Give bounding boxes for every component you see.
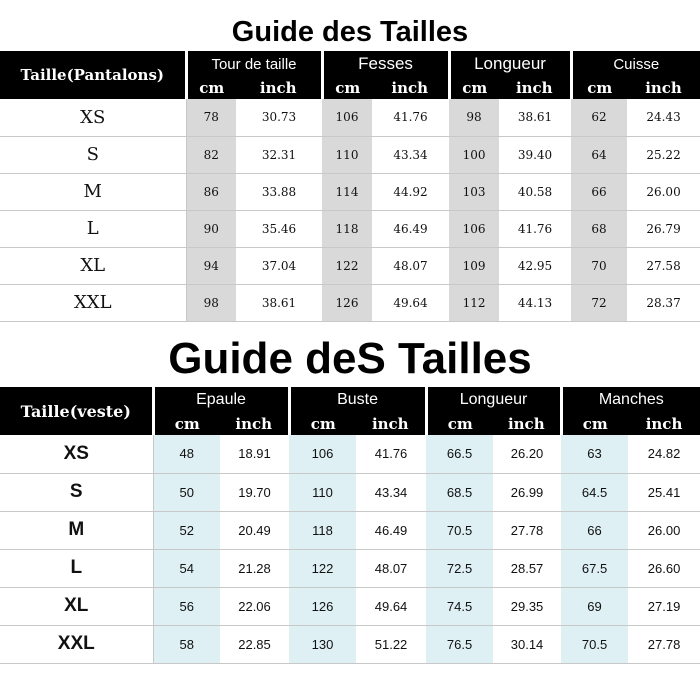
pants-inch-value: 30.73 xyxy=(236,99,322,136)
pants-table-row xyxy=(0,136,700,173)
unit-inch: inch xyxy=(356,413,426,435)
unit-cm: cm xyxy=(449,77,499,99)
jacket-group-chest: Buste xyxy=(289,387,426,413)
pants-cm-value: 72 xyxy=(571,284,627,321)
jacket-cm-value: 72.5 xyxy=(426,549,493,587)
jacket-cm-value: 56 xyxy=(153,587,220,625)
jacket-inch-value: 18.91 xyxy=(220,435,289,473)
pants-table-row xyxy=(0,99,700,136)
jacket-cm-value: 68.5 xyxy=(426,473,493,511)
pants-inch-value: 42.95 xyxy=(499,247,571,284)
pants-table-row xyxy=(0,210,700,247)
jacket-group-shoulder: Epaule xyxy=(153,387,289,413)
pants-inch-value: 32.31 xyxy=(236,136,322,173)
pants-size-label: S xyxy=(0,136,186,173)
pants-size-label: L xyxy=(0,210,186,247)
unit-inch: inch xyxy=(372,77,449,99)
jacket-cm-value: 106 xyxy=(289,435,356,473)
pants-inch-value: 38.61 xyxy=(499,99,571,136)
pants-inch-value: 33.88 xyxy=(236,173,322,210)
pants-inch-value: 44.13 xyxy=(499,284,571,321)
jacket-size-label: M xyxy=(0,511,153,549)
unit-cm: cm xyxy=(561,413,628,435)
jacket-inch-value: 25.41 xyxy=(628,473,700,511)
jacket-cm-value: 70.5 xyxy=(561,625,628,663)
pants-cm-value: 122 xyxy=(322,247,372,284)
pants-size-label: M xyxy=(0,173,186,210)
unit-cm: cm xyxy=(571,77,627,99)
jacket-size-label: S xyxy=(0,473,153,511)
jacket-cm-value: 54 xyxy=(153,549,220,587)
jacket-inch-value: 20.49 xyxy=(220,511,289,549)
jacket-size-table xyxy=(0,387,700,664)
jacket-group-sleeves: Manches xyxy=(561,387,700,413)
pants-inch-value: 27.58 xyxy=(627,247,700,284)
jacket-inch-value: 28.57 xyxy=(493,549,561,587)
pants-cm-value: 78 xyxy=(186,99,236,136)
pants-table-row xyxy=(0,284,700,321)
jacket-group-length: Longueur xyxy=(426,387,561,413)
jacket-inch-value: 29.35 xyxy=(493,587,561,625)
jacket-cm-value: 63 xyxy=(561,435,628,473)
pants-cm-value: 66 xyxy=(571,173,627,210)
jacket-inch-value: 19.70 xyxy=(220,473,289,511)
unit-inch: inch xyxy=(627,77,700,99)
pants-inch-value: 41.76 xyxy=(499,210,571,247)
pants-cm-value: 94 xyxy=(186,247,236,284)
jacket-table-row xyxy=(0,549,700,587)
pants-inch-value: 43.34 xyxy=(372,136,449,173)
jacket-cm-value: 130 xyxy=(289,625,356,663)
jacket-inch-value: 22.06 xyxy=(220,587,289,625)
unit-inch: inch xyxy=(493,413,561,435)
pants-size-column-header: Taille(Pantalons) xyxy=(0,51,186,99)
jacket-cm-value: 122 xyxy=(289,549,356,587)
jacket-header-row xyxy=(0,387,700,413)
pants-cm-value: 100 xyxy=(449,136,499,173)
jacket-cm-value: 66.5 xyxy=(426,435,493,473)
pants-size-guide-title: Guide des Tailles xyxy=(231,16,469,48)
pants-header-row xyxy=(0,51,700,77)
jacket-inch-value: 26.99 xyxy=(493,473,561,511)
pants-table-row xyxy=(0,173,700,210)
jacket-inch-value: 26.20 xyxy=(493,435,561,473)
jacket-inch-value: 41.76 xyxy=(356,435,426,473)
unit-cm: cm xyxy=(153,413,220,435)
pants-cm-value: 109 xyxy=(449,247,499,284)
pants-inch-value: 24.43 xyxy=(627,99,700,136)
pants-cm-value: 90 xyxy=(186,210,236,247)
jacket-inch-value: 27.19 xyxy=(628,587,700,625)
pants-cm-value: 64 xyxy=(571,136,627,173)
pants-group-waist: Tour de taille xyxy=(186,51,322,77)
pants-inch-value: 37.04 xyxy=(236,247,322,284)
jacket-table-row xyxy=(0,473,700,511)
pants-cm-value: 106 xyxy=(449,210,499,247)
jacket-inch-value: 27.78 xyxy=(628,625,700,663)
pants-cm-value: 70 xyxy=(571,247,627,284)
jacket-cm-value: 70.5 xyxy=(426,511,493,549)
unit-inch: inch xyxy=(499,77,571,99)
jacket-size-label: XL xyxy=(0,587,153,625)
pants-size-table xyxy=(0,51,700,322)
jacket-inch-value: 22.85 xyxy=(220,625,289,663)
pants-size-label: XS xyxy=(0,99,186,136)
pants-cm-value: 98 xyxy=(449,99,499,136)
pants-inch-value: 39.40 xyxy=(499,136,571,173)
pants-cm-value: 62 xyxy=(571,99,627,136)
unit-inch: inch xyxy=(220,413,289,435)
jacket-cm-value: 76.5 xyxy=(426,625,493,663)
pants-cm-value: 110 xyxy=(322,136,372,173)
unit-cm: cm xyxy=(186,77,236,99)
jacket-table-row xyxy=(0,587,700,625)
pants-inch-value: 35.46 xyxy=(236,210,322,247)
pants-inch-value: 48.07 xyxy=(372,247,449,284)
jacket-size-column-header: Taille(veste) xyxy=(0,387,153,435)
jacket-cm-value: 58 xyxy=(153,625,220,663)
jacket-cm-value: 110 xyxy=(289,473,356,511)
pants-cm-value: 126 xyxy=(322,284,372,321)
jacket-cm-value: 74.5 xyxy=(426,587,493,625)
jacket-cm-value: 64.5 xyxy=(561,473,628,511)
pants-cm-value: 68 xyxy=(571,210,627,247)
jacket-inch-value: 27.78 xyxy=(493,511,561,549)
pants-inch-value: 28.37 xyxy=(627,284,700,321)
pants-inch-value: 40.58 xyxy=(499,173,571,210)
jacket-inch-value: 26.60 xyxy=(628,549,700,587)
pants-table-row xyxy=(0,247,700,284)
unit-cm: cm xyxy=(289,413,356,435)
pants-group-hips: Fesses xyxy=(322,51,449,77)
jacket-cm-value: 50 xyxy=(153,473,220,511)
pants-inch-value: 26.79 xyxy=(627,210,700,247)
pants-inch-value: 26.00 xyxy=(627,173,700,210)
jacket-table-row xyxy=(0,435,700,473)
jacket-table-row xyxy=(0,625,700,663)
jacket-inch-value: 49.64 xyxy=(356,587,426,625)
jacket-size-label: XS xyxy=(0,435,153,473)
pants-cm-value: 106 xyxy=(322,99,372,136)
jacket-inch-value: 21.28 xyxy=(220,549,289,587)
jacket-cm-value: 118 xyxy=(289,511,356,549)
jacket-inch-value: 48.07 xyxy=(356,549,426,587)
jacket-inch-value: 51.22 xyxy=(356,625,426,663)
jacket-inch-value: 30.14 xyxy=(493,625,561,663)
pants-size-label: XL xyxy=(0,247,186,284)
pants-inch-value: 49.64 xyxy=(372,284,449,321)
jacket-table-row xyxy=(0,511,700,549)
pants-inch-value: 41.76 xyxy=(372,99,449,136)
pants-inch-value: 38.61 xyxy=(236,284,322,321)
jacket-size-label: L xyxy=(0,549,153,587)
jacket-cm-value: 126 xyxy=(289,587,356,625)
pants-cm-value: 118 xyxy=(322,210,372,247)
pants-cm-value: 114 xyxy=(322,173,372,210)
jacket-cm-value: 52 xyxy=(153,511,220,549)
jacket-cm-value: 66 xyxy=(561,511,628,549)
pants-inch-value: 46.49 xyxy=(372,210,449,247)
unit-inch: inch xyxy=(628,413,700,435)
pants-cm-value: 98 xyxy=(186,284,236,321)
jacket-size-label: XXL xyxy=(0,625,153,663)
unit-inch: inch xyxy=(236,77,322,99)
jacket-cm-value: 69 xyxy=(561,587,628,625)
pants-group-thigh: Cuisse xyxy=(571,51,700,77)
jacket-cm-value: 48 xyxy=(153,435,220,473)
pants-size-label: XXL xyxy=(0,284,186,321)
pants-inch-value: 25.22 xyxy=(627,136,700,173)
pants-cm-value: 112 xyxy=(449,284,499,321)
unit-cm: cm xyxy=(322,77,372,99)
pants-group-length: Longueur xyxy=(449,51,571,77)
pants-cm-value: 103 xyxy=(449,173,499,210)
jacket-inch-value: 46.49 xyxy=(356,511,426,549)
jacket-inch-value: 24.82 xyxy=(628,435,700,473)
jacket-inch-value: 43.34 xyxy=(356,473,426,511)
jacket-cm-value: 67.5 xyxy=(561,549,628,587)
jacket-size-guide-title: Guide deS Tailles xyxy=(168,334,532,383)
pants-cm-value: 82 xyxy=(186,136,236,173)
unit-cm: cm xyxy=(426,413,493,435)
jacket-inch-value: 26.00 xyxy=(628,511,700,549)
pants-inch-value: 44.92 xyxy=(372,173,449,210)
pants-cm-value: 86 xyxy=(186,173,236,210)
